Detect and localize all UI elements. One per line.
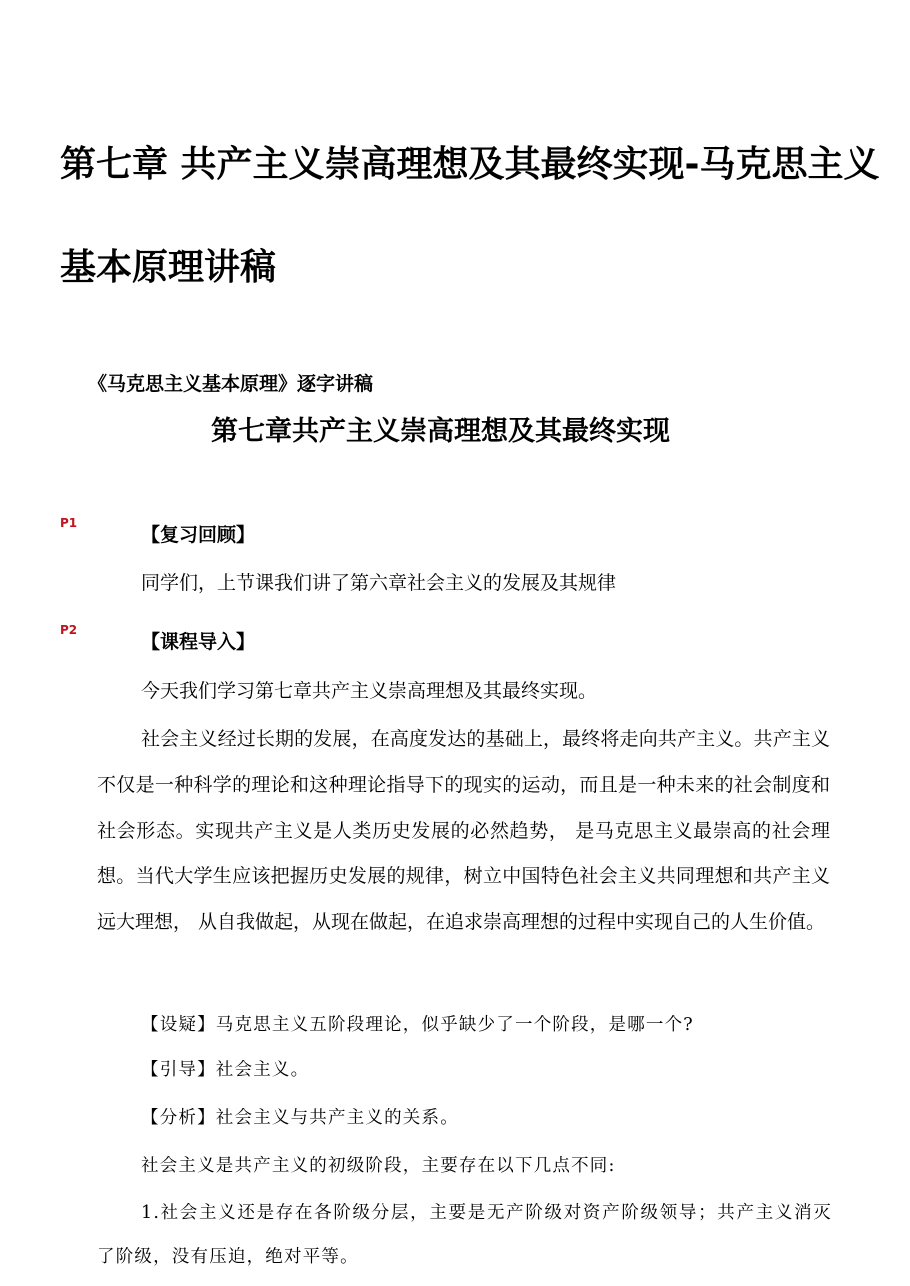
page-marker-p2: P2 [60, 623, 78, 637]
lecture-subtitle: 《马克思主义基本原理》逐字讲稿 [88, 373, 374, 395]
section-text-review: 同学们，上节课我们讲了第六章社会主义的发展及其规律 [141, 572, 617, 594]
page-marker-p1: P1 [60, 516, 78, 530]
difference-point-1: 1.社会主义还是存在各阶级分层，主要是无产阶级对资产阶级领导；共产主义消灭了阶级，没有压迫，绝对平等。 [97, 1203, 832, 1267]
document-title-line-1: 第七章 共产主义崇高理想及其最终实现-马克思主义 [60, 144, 880, 185]
guide-line: 【引导】社会主义。 [141, 1060, 310, 1080]
section-heading-review: 【复习回顾】 [141, 524, 256, 546]
section-heading-intro: 【课程导入】 [141, 631, 256, 653]
section-text-intro: 今天我们学习第七章共产主义崇高理想及其最终实现。 [141, 680, 598, 702]
analysis-line: 【分析】社会主义与共产主义的关系。 [141, 1108, 459, 1128]
chapter-heading: 第七章共产主义崇高理想及其最终实现 [211, 416, 670, 447]
document-title-line-2: 基本原理讲稿 [60, 247, 277, 288]
intro-paragraph: 社会主义经过长期的发展，在高度发达的基础上，最终将走向共产主义。共产主义不仅是一种科学的理论和这种理论指导下的现实的运动，而且是一种未来的社会制度和社会形态。实现共产主义是人类历史发展的必然趋势， 是马克思主义最崇高的社会理想。当代大学生应该把握历史发展的规律，树立中国特色社会主义共同理想和共产主义远大理想， 从自我做起，从现在做起，在追求崇高理想的过程中实现自己的人生价值。 [97, 728, 830, 934]
difference-intro-line: 社会主义是共产主义的初级阶段，主要存在以下几点不同: [141, 1156, 616, 1176]
question-line: 【设疑】马克思主义五阶段理论，似乎缺少了一个阶段，是哪一个? [141, 1015, 694, 1035]
